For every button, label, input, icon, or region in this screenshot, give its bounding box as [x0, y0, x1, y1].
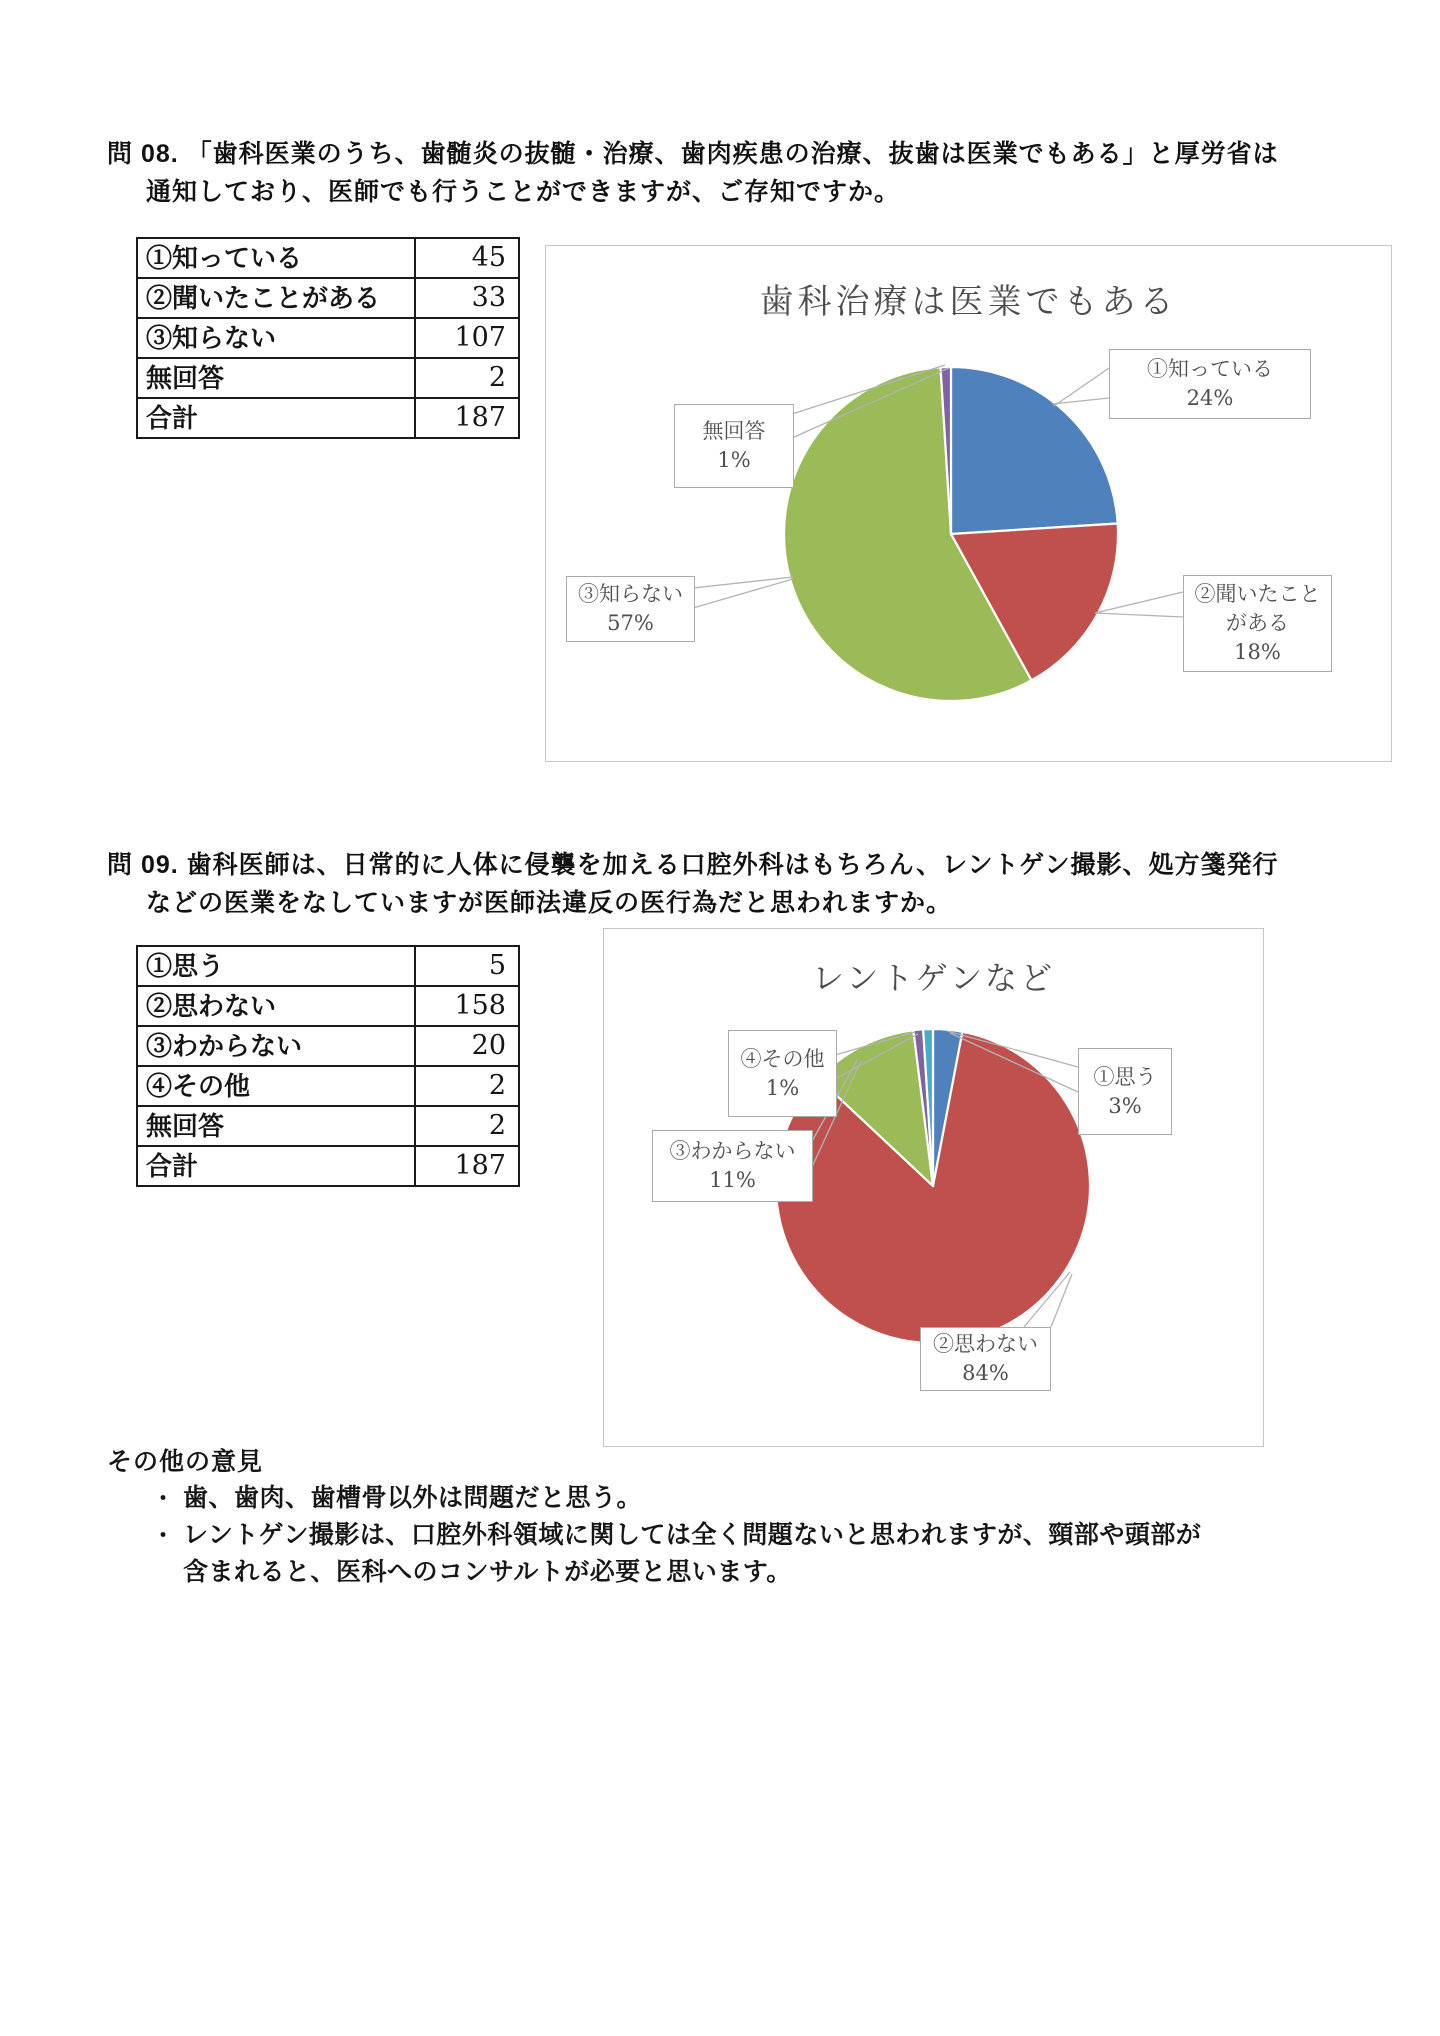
row-value: 2 [488, 1070, 506, 1101]
other-opinions-heading: その他の意見 [107, 1448, 264, 1476]
opinion-text: 歯、歯肉、歯槽骨以外は問題だと思う。 [183, 1484, 643, 1512]
callout-think-so [1078, 1048, 1172, 1135]
opinion-bullet-1 [152, 1480, 642, 1517]
callout-line: ③知らない [578, 582, 683, 607]
row-label: 合計 [138, 399, 416, 437]
opinion-text-line2: 含まれると、医科へのコンサルトが必要と思います。 [183, 1558, 792, 1586]
question-08-line2: 通知しており、医師でも行うことができますが、ご存知ですか。 [146, 178, 901, 206]
callout-dont-think-so [920, 1327, 1051, 1391]
row-label: ④その他 [138, 1067, 416, 1105]
callout-other [728, 1030, 837, 1117]
response-table-q08 [136, 237, 520, 439]
table-row [138, 1065, 518, 1105]
row-label: ②思わない [138, 987, 416, 1025]
pie-slices [784, 367, 1118, 701]
row-label: ①知っている [138, 239, 416, 277]
row-value: 107 [454, 322, 506, 353]
row-value: 2 [488, 362, 506, 393]
row-value: 2 [488, 1110, 506, 1141]
row-value: 158 [454, 990, 506, 1021]
row-label: ①思う [138, 947, 416, 985]
row-label: 無回答 [138, 359, 416, 397]
table-row [138, 357, 518, 397]
row-value: 20 [471, 1030, 506, 1061]
table-row [138, 1025, 518, 1065]
callout-line: 無回答 [702, 419, 766, 444]
callout-line: ②聞いたこと [1194, 582, 1321, 607]
table-row [138, 277, 518, 317]
chart-title: レントゲンなど [812, 959, 1055, 997]
row-label: 合計 [138, 1147, 416, 1185]
question-08-line1: 問 08. 「歯科医業のうち、歯髄炎の抜髄・治療、歯肉疾患の治療、抜歯は医業でもある」と厚労省は [107, 140, 1279, 168]
callout-line: がある [1226, 611, 1289, 636]
callout-no-answer [674, 404, 794, 488]
row-label: 無回答 [138, 1107, 416, 1145]
callout-line: ④その他 [740, 1046, 825, 1071]
bullet-marker: ・ [152, 1523, 175, 1548]
callout-line: 24% [1186, 386, 1234, 410]
callout-line: 57% [607, 611, 654, 635]
chart-title: 歯科治療は医業でもある [759, 282, 1178, 322]
callout-line: ①知っている [1147, 357, 1273, 382]
callout-unsure [652, 1130, 813, 1202]
row-value: 45 [471, 242, 506, 273]
callout-line: ②思わない [933, 1332, 1038, 1357]
bullet-marker: ・ [152, 1486, 175, 1511]
table-row [138, 239, 518, 277]
table-row [138, 1105, 518, 1145]
callout-line: 11% [709, 1168, 756, 1192]
callout-line: 84% [962, 1361, 1009, 1385]
row-value: 5 [488, 950, 506, 981]
pie-chart-q08 [546, 246, 1391, 761]
response-table-q09 [136, 945, 520, 1187]
table-row [138, 397, 518, 437]
pie-chart-frame-q09 [603, 928, 1264, 1447]
callout-line: 18% [1234, 639, 1281, 664]
pie-chart-frame-q08 [545, 245, 1392, 762]
opinion-bullet-2 [152, 1517, 1201, 1591]
row-label: ③わからない [138, 1027, 416, 1065]
opinion-text-line1: レントゲン撮影は、口腔外科領域に関しては全く問題ないと思われますが、頸部や頭部が [183, 1521, 1202, 1549]
row-label: ③知らない [138, 319, 416, 357]
callout-line: 3% [1108, 1093, 1142, 1118]
row-value: 33 [471, 282, 506, 313]
callout-line: 1% [765, 1075, 800, 1100]
callout-dont-know [566, 576, 695, 642]
pie-slice [951, 367, 1118, 534]
callout-line: ③わからない [669, 1139, 796, 1164]
row-value: 187 [454, 1150, 506, 1181]
row-value: 187 [454, 402, 506, 433]
table-row [138, 947, 518, 985]
table-row [138, 317, 518, 357]
row-label: ②聞いたことがある [138, 279, 416, 317]
callout-know [1109, 349, 1311, 419]
table-row [138, 1145, 518, 1185]
question-09-line2: などの医業をなしていますが医師法違反の医行為だと思われますか。 [146, 889, 953, 917]
callout-line: 1% [717, 448, 751, 472]
callout-line: ①思う [1093, 1064, 1157, 1089]
table-row [138, 985, 518, 1025]
callout-heard [1183, 575, 1332, 672]
question-09-line1: 問 09. 歯科医師は、日常的に人体に侵襲を加える口腔外科はもちろん、レントゲン撮影、処方箋発行 [107, 851, 1279, 879]
